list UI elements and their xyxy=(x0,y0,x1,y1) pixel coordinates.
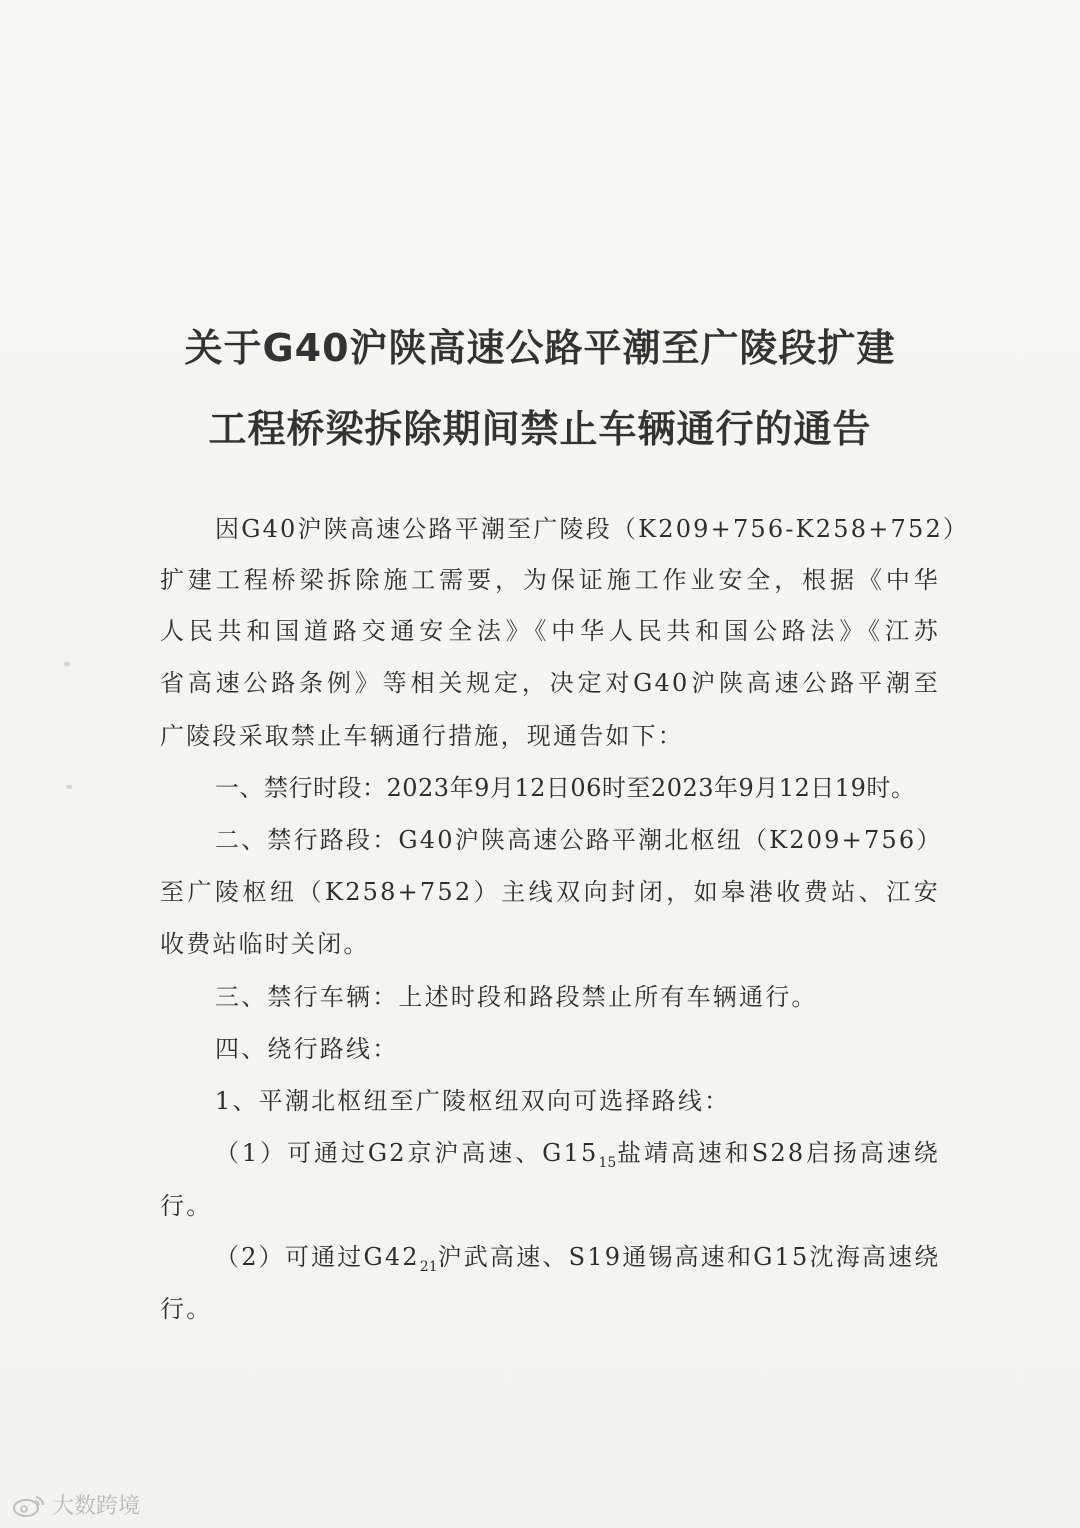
scan-speck xyxy=(66,785,72,789)
route-option-2-text-a: （2）可通过G42 xyxy=(215,1243,420,1271)
item-2-line-1: 二、禁行路段：G40沪陕高速公路平潮北枢纽（K209+756） xyxy=(215,826,943,854)
intro-line-5: 广陵段采取禁止车辆通行措施，现通告如下： xyxy=(160,722,684,750)
watermark xyxy=(12,1489,140,1520)
item-2-line-3: 收费站临时关闭。 xyxy=(160,930,370,958)
item-3-vehicles: 三、禁行车辆：上述时段和路段禁止所有车辆通行。 xyxy=(215,983,818,1011)
item-4-detour: 四、绕行路线： xyxy=(215,1035,399,1063)
route-option-1 xyxy=(215,1136,940,1180)
route-option-2 xyxy=(215,1240,940,1284)
route-option-1-text-a: （1）可通过G2京沪高速、G15 xyxy=(215,1139,599,1167)
watermark-text: 大数跨境 xyxy=(52,1494,141,1519)
route-option-1-subscript: 15 xyxy=(598,1155,617,1171)
item-2-line-2: 至广陵枢纽（K258+752）主线双向封闭，如皋港收费站、江安 xyxy=(160,878,940,906)
intro-line-1: 因G40沪陕高速公路平潮至广陵段（K209+756-K258+752） xyxy=(215,515,970,543)
route-option-2-end: 行。 xyxy=(160,1295,213,1323)
notice-title-line-1: 关于G40沪陕高速公路平潮至广陵段扩建 xyxy=(184,326,896,370)
weibo-logo-icon xyxy=(12,1493,46,1517)
notice-title-line-2: 工程桥梁拆除期间禁止车辆通行的通告 xyxy=(208,407,872,451)
intro-line-2: 扩建工程桥梁拆除施工需要，为保证施工作业安全，根据《中华 xyxy=(160,566,940,594)
route-option-1-end: 行。 xyxy=(160,1192,213,1220)
route-option-2-text-b: 沪武高速、S19通锡高速和G15沈海高速绕 xyxy=(437,1243,941,1271)
scan-speck xyxy=(64,662,70,666)
route-heading: 1、平潮北枢纽至广陵枢纽双向可选择路线： xyxy=(215,1087,731,1115)
item-1-time: 一、禁行时段：2023年9月12日06时至2023年9月12日19时。 xyxy=(215,774,916,802)
route-option-2-subscript: 21 xyxy=(419,1259,438,1275)
route-option-1-text-b: 盐靖高速和S28启扬高速绕 xyxy=(616,1139,940,1167)
intro-line-3: 人民共和国道路交通安全法》《中华人民共和国公路法》《江苏 xyxy=(160,617,940,645)
intro-line-4: 省高速公路条例》等相关规定，决定对G40沪陕高速公路平潮至 xyxy=(160,669,940,697)
